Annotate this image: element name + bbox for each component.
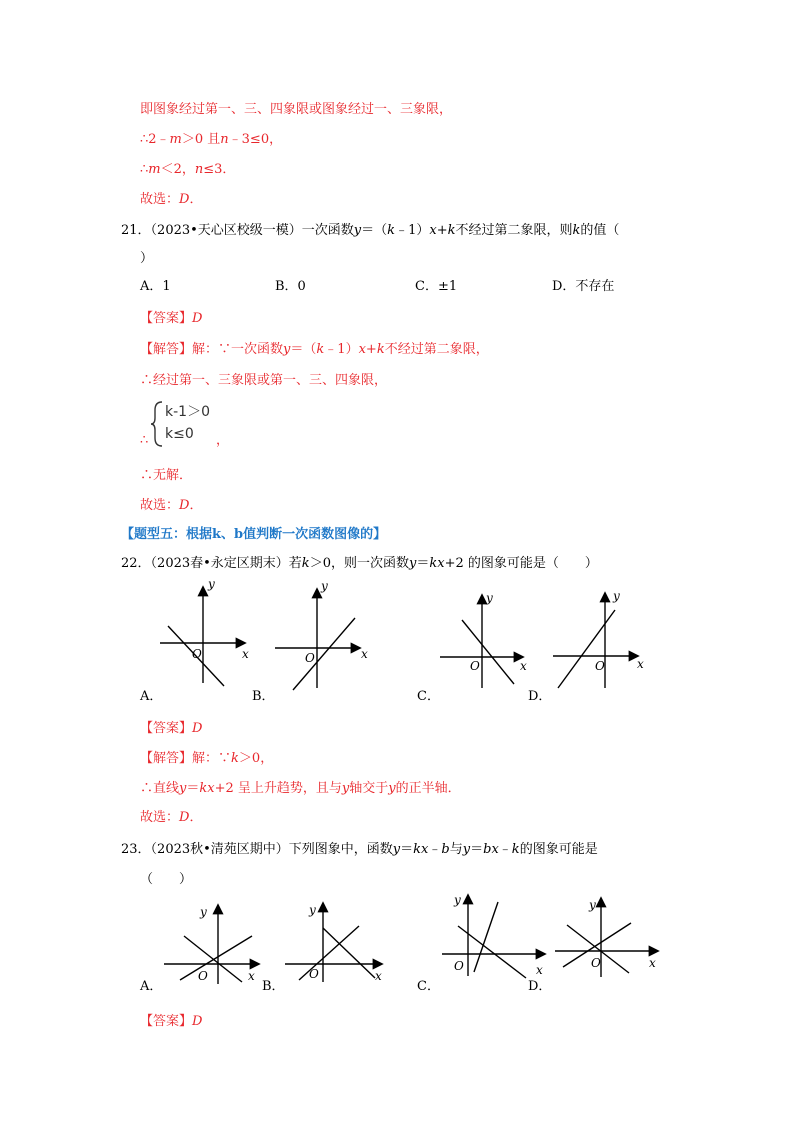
q23-graph-c xyxy=(440,888,545,978)
solution-line-2: ∴2﹣m＞0 且n﹣3≤0， xyxy=(140,132,283,147)
solution-line-4: 故选：D． xyxy=(140,192,203,207)
section-heading: 【题型五：根据k、b值判断一次函数图像的】 xyxy=(121,527,387,542)
axis-x-label: x xyxy=(248,969,255,983)
origin-label: O xyxy=(595,659,605,673)
q23-graph-d xyxy=(553,895,663,985)
q21-stem: 21．（2023•天心区校级一模）一次函数y＝（k﹣1）x+k不经过第二象限，则k的值（ xyxy=(121,223,620,238)
axis-y-label: y xyxy=(309,903,316,917)
axis-y-label: y xyxy=(613,589,620,603)
origin-label: O xyxy=(192,647,202,661)
axis-x-label: x xyxy=(536,963,543,977)
axis-x-label: x xyxy=(649,956,656,970)
q21-solution-2: ∴经过第一、三象限或第一、三、四象限， xyxy=(140,373,388,388)
q21-option-a: A．1 xyxy=(140,279,171,294)
origin-label: O xyxy=(198,969,208,983)
q23-stem-paren: （ ） xyxy=(140,872,193,887)
axis-y-label: y xyxy=(589,898,596,912)
solution-line-3: ∴m＜2，n≤3． xyxy=(140,162,236,177)
q21-solution-1: 【解答】解：∵一次函数y＝（k﹣1）x+k不经过第二象限， xyxy=(140,342,489,357)
q23-graph-a xyxy=(160,900,265,985)
axis-y-label: y xyxy=(454,893,461,907)
origin-label: O xyxy=(470,659,480,673)
origin-label: O xyxy=(309,967,319,981)
q22-graph-c xyxy=(440,590,530,690)
origin-label: O xyxy=(591,956,601,970)
q21-option-d: D．不存在 xyxy=(552,279,615,294)
q22-label-b: B． xyxy=(252,689,275,704)
q22-label-d: D． xyxy=(528,689,552,704)
q21-solution-3: ∴无解． xyxy=(140,468,193,483)
axis-y-label: y xyxy=(200,905,207,919)
q23-label-b: B． xyxy=(262,979,285,994)
q23-stem: 23．（2023秋•清苑区期中）下列图象中，函数y＝kx﹣b与y＝bx﹣k的图象可能是 xyxy=(121,842,598,857)
q22-stem: 22．（2023春•永定区期末）若k＞0，则一次函数y＝kx+2 的图象可能是（ ） xyxy=(121,556,598,571)
q21-system-comma: ， xyxy=(216,433,230,448)
q23-graph-b xyxy=(283,898,388,983)
q22-solution-1: 【解答】解：∵k＞0， xyxy=(140,751,274,766)
q23-label-a: A． xyxy=(140,979,163,994)
solution-line-1: 即图象经过第一、三、四象限或图象经过一、三象限， xyxy=(140,102,453,117)
q22-label-c: C． xyxy=(417,689,440,704)
axis-x-label: x xyxy=(375,969,382,983)
q21-system-eq1: k-1＞0 xyxy=(165,404,210,420)
q21-answer: 【答案】D xyxy=(140,311,203,326)
q21-option-c: C．±1 xyxy=(415,279,458,294)
origin-label: O xyxy=(454,959,464,973)
q21-option-b: B．0 xyxy=(275,279,306,294)
q21-stem-close: ） xyxy=(140,251,154,266)
q22-answer: 【答案】D xyxy=(140,721,203,736)
q22-solution-3: 故选：D． xyxy=(140,810,203,825)
axis-x-label: x xyxy=(361,647,368,661)
q22-solution-2: ∴直线y＝kx+2 呈上升趋势，且与y轴交于y的正半轴． xyxy=(140,781,461,796)
q23-answer: 【答案】D xyxy=(140,1014,203,1029)
q23-label-c: C． xyxy=(417,979,440,994)
axis-y-label: y xyxy=(208,577,215,591)
q21-system-eq2: k≤0 xyxy=(165,426,194,442)
brace-icon xyxy=(150,400,164,448)
axis-x-label: x xyxy=(520,659,527,673)
axis-x-label: x xyxy=(637,657,644,671)
axis-y-label: y xyxy=(321,579,328,593)
axis-y-label: y xyxy=(486,591,493,605)
q23-label-d: D． xyxy=(528,979,552,994)
q22-graph-a xyxy=(160,578,250,688)
origin-label: O xyxy=(305,651,315,665)
q22-label-a: A． xyxy=(140,689,163,704)
q22-graph-b xyxy=(275,578,375,693)
q21-solution-4: 故选：D． xyxy=(140,498,203,513)
q22-graph-d xyxy=(553,588,648,690)
q21-system-therefore: ∴ xyxy=(140,433,149,448)
axis-x-label: x xyxy=(242,647,249,661)
